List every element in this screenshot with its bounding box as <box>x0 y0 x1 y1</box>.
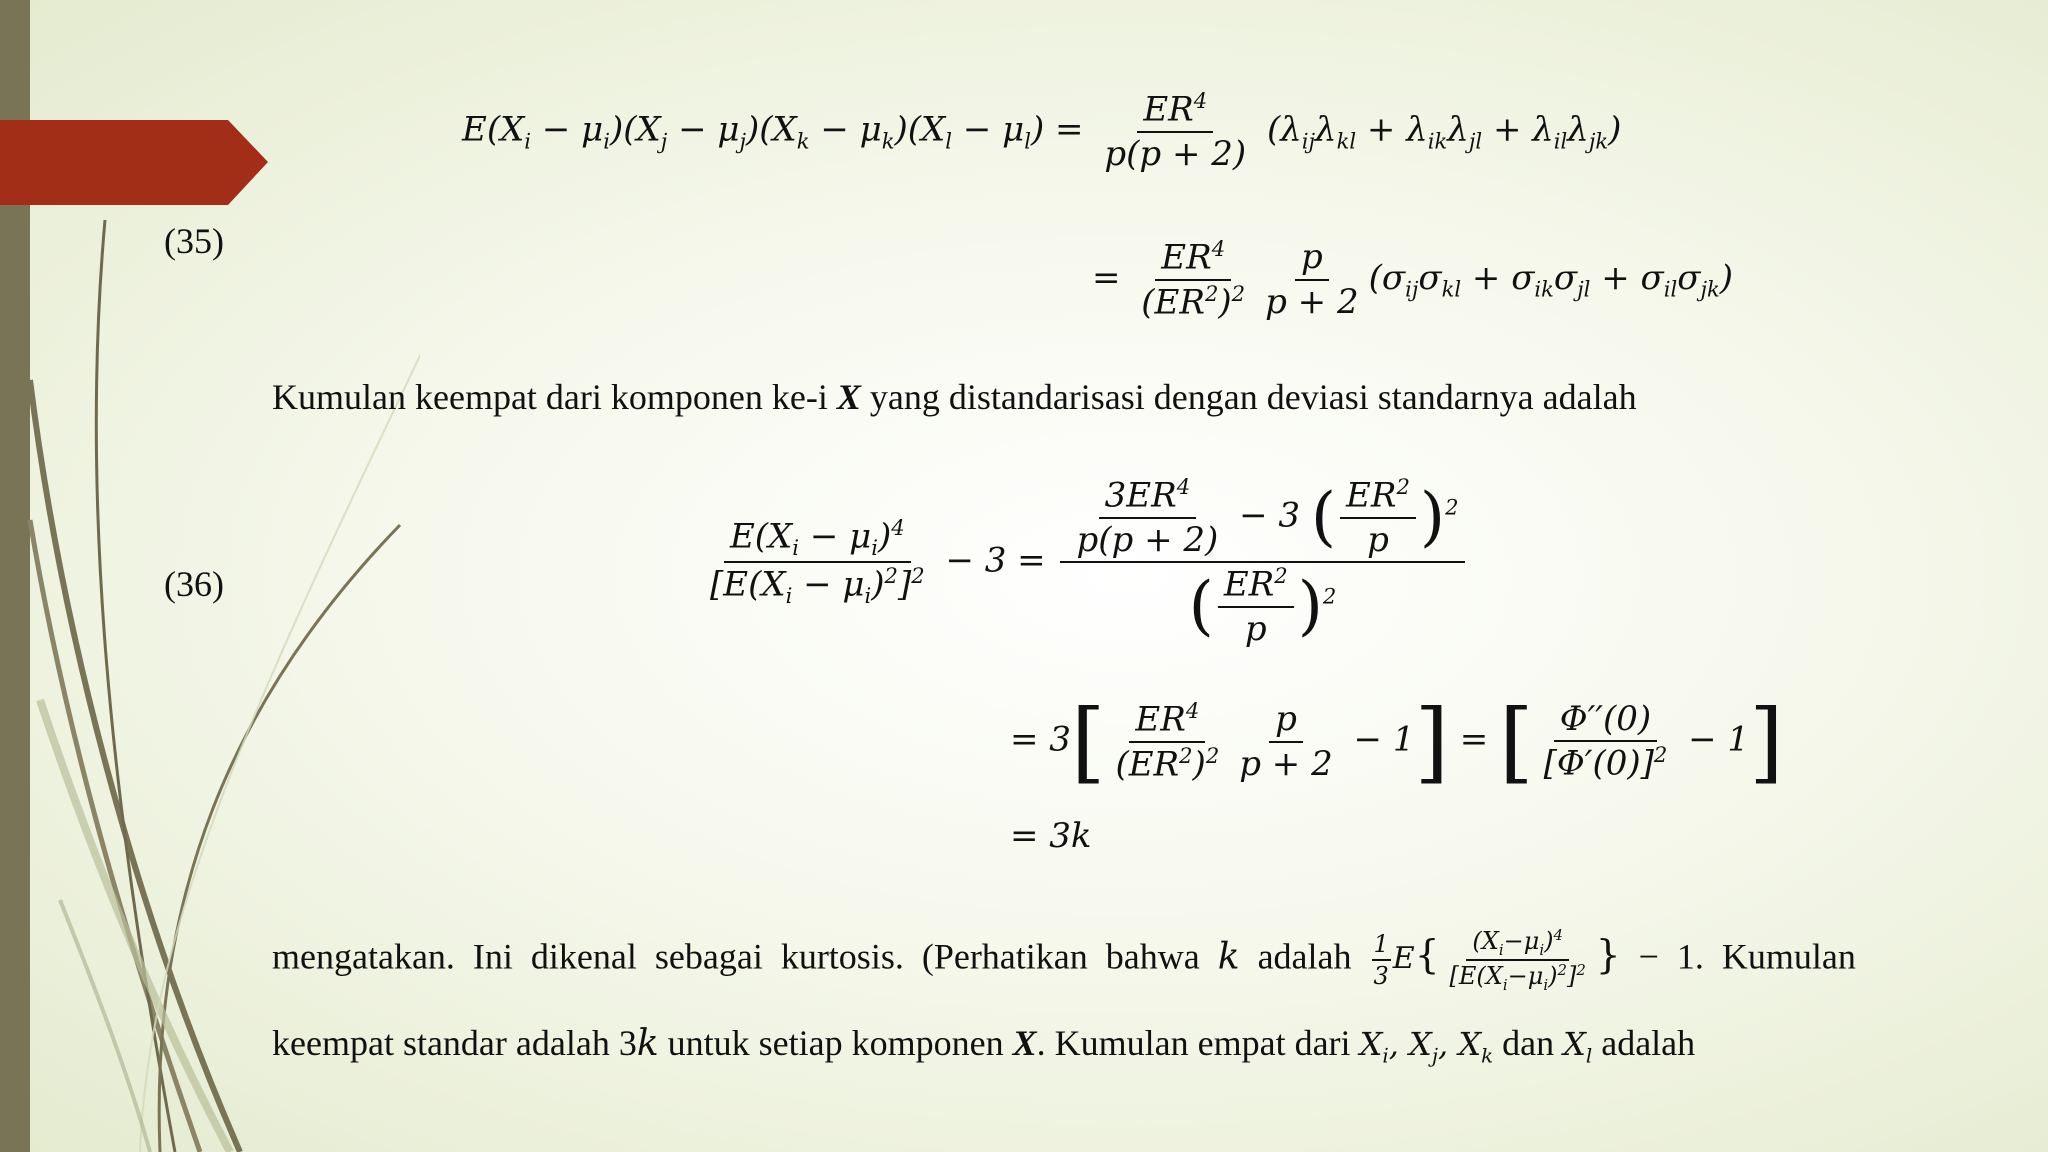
equation-36-line-3: = 3k <box>1010 816 1092 856</box>
inline-kurtosis-formula: $\frac{1}{3}$ E{ $\frac{(X_i-\mu_i)^4}{[E(X_i-\mu_i)^2]^2}$ } <box>1373 926 1621 995</box>
paragraph-kumulan-keempat: Kumulan keempat dari komponen ke-i X yang distandarisasi dengan deviasi standarnya adalah <box>272 377 1637 417</box>
equation-36-line-2: = 3[ $\frac{ER^4}{(ER^2)^2}$ $\frac{p}{p + 2}$ − 1] = [ $\frac{\Phi''(0)}{[\Phi'(0)]^2}$ − 1] <box>1010 690 1784 793</box>
equation-number-36: (36) <box>164 564 224 604</box>
paragraph-kumulan-empat: keempat standar adalah 3k untuk setiap komponen X. Kumulan empat dari $X_i$, $X_j$, $X_k$ dan $X_l$ adalah <box>272 1023 1696 1068</box>
equation-35-line-1: $E(X_i - \mu_i)(X_j - \mu_j)(X_k - \mu_k)(X_l - \mu_l)$ = $\frac{ER^4}{p(p + 2)}$ $(\lambda_{ij}\lambda_{kl} + \lambda_{ik}\lambda_{jl} + \lambda_{il}\lambda_{jk})$ <box>462 88 1622 174</box>
red-arrow-tab <box>0 120 268 205</box>
equation-number-35: (35) <box>164 221 224 261</box>
equation-36-line-1: $\frac{E(X_i - \mu_i)^4}{[E(X_i - \mu_i)^2]^2}$ − 3 = $\frac{3ER^4}{p(p + 2)}$ − 3 ( $\frac{ER^2}{p}$ )$^2$ ( $\frac{ER^2}{p}$ )$^2$ <box>700 474 1469 651</box>
equation-35-line-2: = $\frac{ER^4}{(ER^2)^2}$ $\frac{p}{p + 2}$ $(\sigma_{ij}\sigma_{kl} + \sigma_{ik}\sigma_{jl} + \sigma_{il}\sigma_{jk})$ <box>1092 236 1734 323</box>
paragraph-kurtosis: mengatakan. Ini dikenal sebagai kurtosis. (Perhatikan bahwa k adalah $\frac{1}{3}$ E{ $\frac{(X_i-\mu_i)^4}{[E(X_i-\mu_i)^2]^2}$ } − 1. Kumulan <box>272 926 1856 995</box>
